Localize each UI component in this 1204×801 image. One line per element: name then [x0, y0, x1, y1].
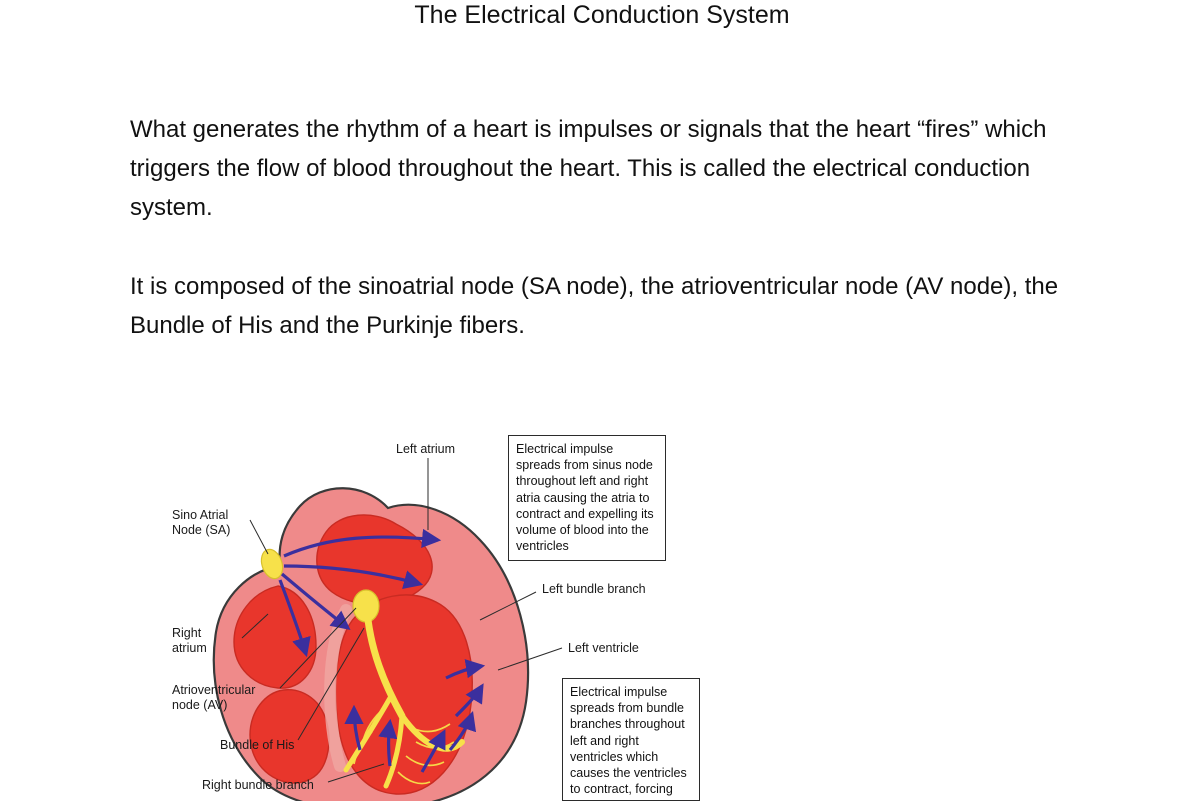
figure-label-atrioventricular-node: Atrioventricular node (AV) — [172, 683, 256, 712]
figure-label-left-ventricle: Left ventricle — [568, 641, 639, 655]
figure-label-sino-atrial-node: Sino Atrial Node (SA) — [172, 508, 231, 537]
figure-callout-atrial-impulse: Electrical impulse spreads from sinus node throughout left and right atria causing the atria to contract and expelling its volume of blood into the ventricles — [508, 435, 666, 561]
paragraph-intro: What generates the rhythm of a heart is impulses or signals that the heart “fires” which triggers the flow of blood throughout the heart. This is called the electrical conduction system. — [130, 116, 1047, 221]
figure-label-bundle-of-his: Bundle of His — [220, 738, 295, 752]
figure-label-right-atrium: Right atrium — [172, 626, 207, 655]
figure-label-right-bundle-branch: Right bundle branch — [202, 778, 314, 792]
paragraph-components: It is composed of the sinoatrial node (SA node), the atrioventricular node (AV node), the Bundle of His and the Purkinje fibers. — [130, 273, 1059, 339]
figure-callout-ventricular-impulse: Electrical impulse spreads from bundle branches throughout left and right ventricles which causes the ventricles to contract, forcing — [562, 678, 700, 801]
figure-label-left-atrium: Left atrium — [396, 442, 456, 456]
figure-label-left-bundle-branch: Left bundle branch — [542, 582, 646, 596]
heart-conduction-figure — [150, 420, 750, 801]
page-title: The Electrical Conduction System — [414, 1, 790, 29]
